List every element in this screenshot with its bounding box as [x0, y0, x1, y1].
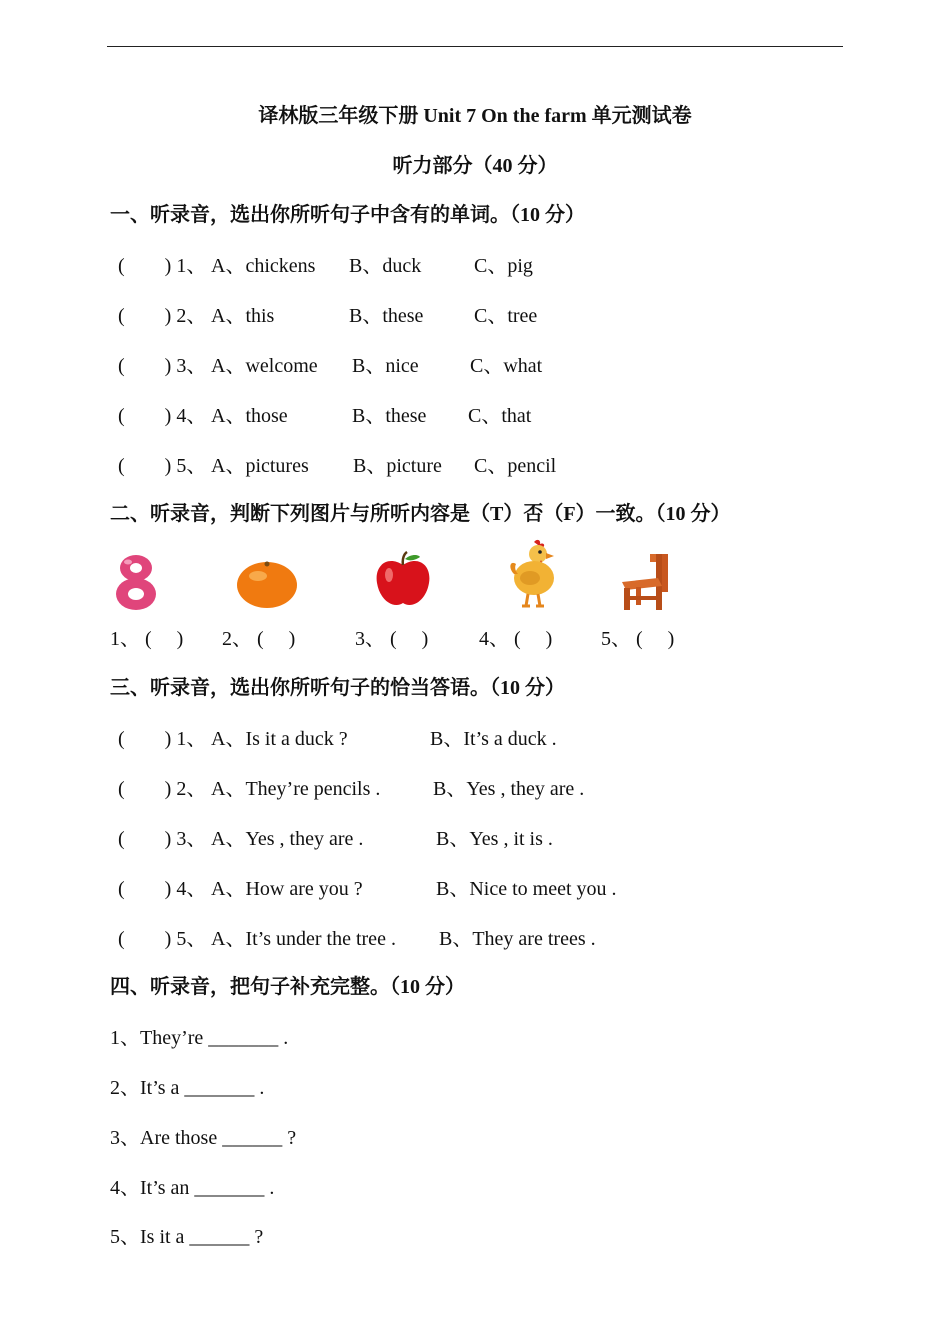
- option-a: A、chickens: [211, 255, 316, 277]
- fill-in-sentence: 5、Is it a ______ ?: [110, 1226, 264, 1248]
- picture-answer-4: 4、 ( ): [479, 628, 553, 650]
- option-b: B、Nice to meet you .: [436, 878, 617, 900]
- section1-heading: 一、听录音，选出你所听句子中含有的单词。（10 分）: [110, 204, 585, 226]
- option-c: C、what: [470, 355, 543, 377]
- number-eight-image: [112, 552, 160, 612]
- section2-heading: 二、听录音，判断下列图片与所听内容是（T）否（F）一致。（10 分）: [110, 503, 731, 525]
- option-a: A、this: [211, 305, 275, 327]
- option-a: A、It’s under the tree .: [211, 928, 396, 950]
- option-c: C、pig: [474, 255, 533, 277]
- fill-in-sentence: 3、Are those ______ ?: [110, 1127, 297, 1149]
- fill-in-sentence: 1、They’re _______ .: [110, 1027, 289, 1049]
- picture-answer-3: 3、 ( ): [355, 628, 429, 650]
- chicken-image: [508, 538, 560, 610]
- question-number: ( ) 3、: [118, 828, 207, 850]
- option-b: B、Yes , they are .: [433, 778, 585, 800]
- question-number: ( ) 1、: [118, 728, 207, 750]
- question-number: ( ) 2、: [118, 305, 207, 327]
- question-number: ( ) 5、: [118, 455, 207, 477]
- question-number: ( ) 5、: [118, 928, 207, 950]
- fill-in-sentence: 2、It’s a _______ .: [110, 1077, 265, 1099]
- option-a: A、pictures: [211, 455, 309, 477]
- picture-answer-1: 1、 ( ): [110, 628, 184, 650]
- option-a: A、welcome: [211, 355, 318, 377]
- question-number: ( ) 2、: [118, 778, 207, 800]
- orange-image: [236, 559, 298, 609]
- page-title: 译林版三年级下册 Unit 7 On the farm 单元测试卷: [258, 105, 692, 127]
- section3-heading: 三、听录音，选出你所听句子的恰当答语。（10 分）: [110, 677, 565, 699]
- option-a: A、They’re pencils .: [211, 778, 381, 800]
- apple-image: [374, 551, 432, 609]
- page-subtitle: 听力部分（40 分）: [392, 155, 558, 177]
- option-b: B、Yes , it is .: [436, 828, 553, 850]
- question-number: ( ) 4、: [118, 878, 207, 900]
- option-b: B、It’s a duck .: [430, 728, 557, 750]
- option-c: C、that: [468, 405, 532, 427]
- option-b: B、duck: [349, 255, 422, 277]
- option-c: C、tree: [474, 305, 538, 327]
- option-a: A、Yes , they are .: [211, 828, 364, 850]
- option-b: B、nice: [352, 355, 419, 377]
- option-b: B、picture: [353, 455, 442, 477]
- option-a: A、those: [211, 405, 288, 427]
- header-rule: [107, 46, 843, 47]
- fill-in-sentence: 4、It’s an _______ .: [110, 1177, 275, 1199]
- picture-answer-2: 2、 ( ): [222, 628, 296, 650]
- chair-image: [618, 552, 672, 612]
- question-number: ( ) 1、: [118, 255, 207, 277]
- option-b: B、They are trees .: [439, 928, 596, 950]
- option-a: A、Is it a duck ?: [211, 728, 348, 750]
- section4-heading: 四、听录音，把句子补充完整。（10 分）: [110, 976, 465, 998]
- picture-answer-5: 5、 ( ): [601, 628, 675, 650]
- option-a: A、How are you ?: [211, 878, 363, 900]
- question-number: ( ) 3、: [118, 355, 207, 377]
- option-c: C、pencil: [474, 455, 557, 477]
- question-number: ( ) 4、: [118, 405, 207, 427]
- option-b: B、these: [352, 405, 427, 427]
- option-b: B、these: [349, 305, 424, 327]
